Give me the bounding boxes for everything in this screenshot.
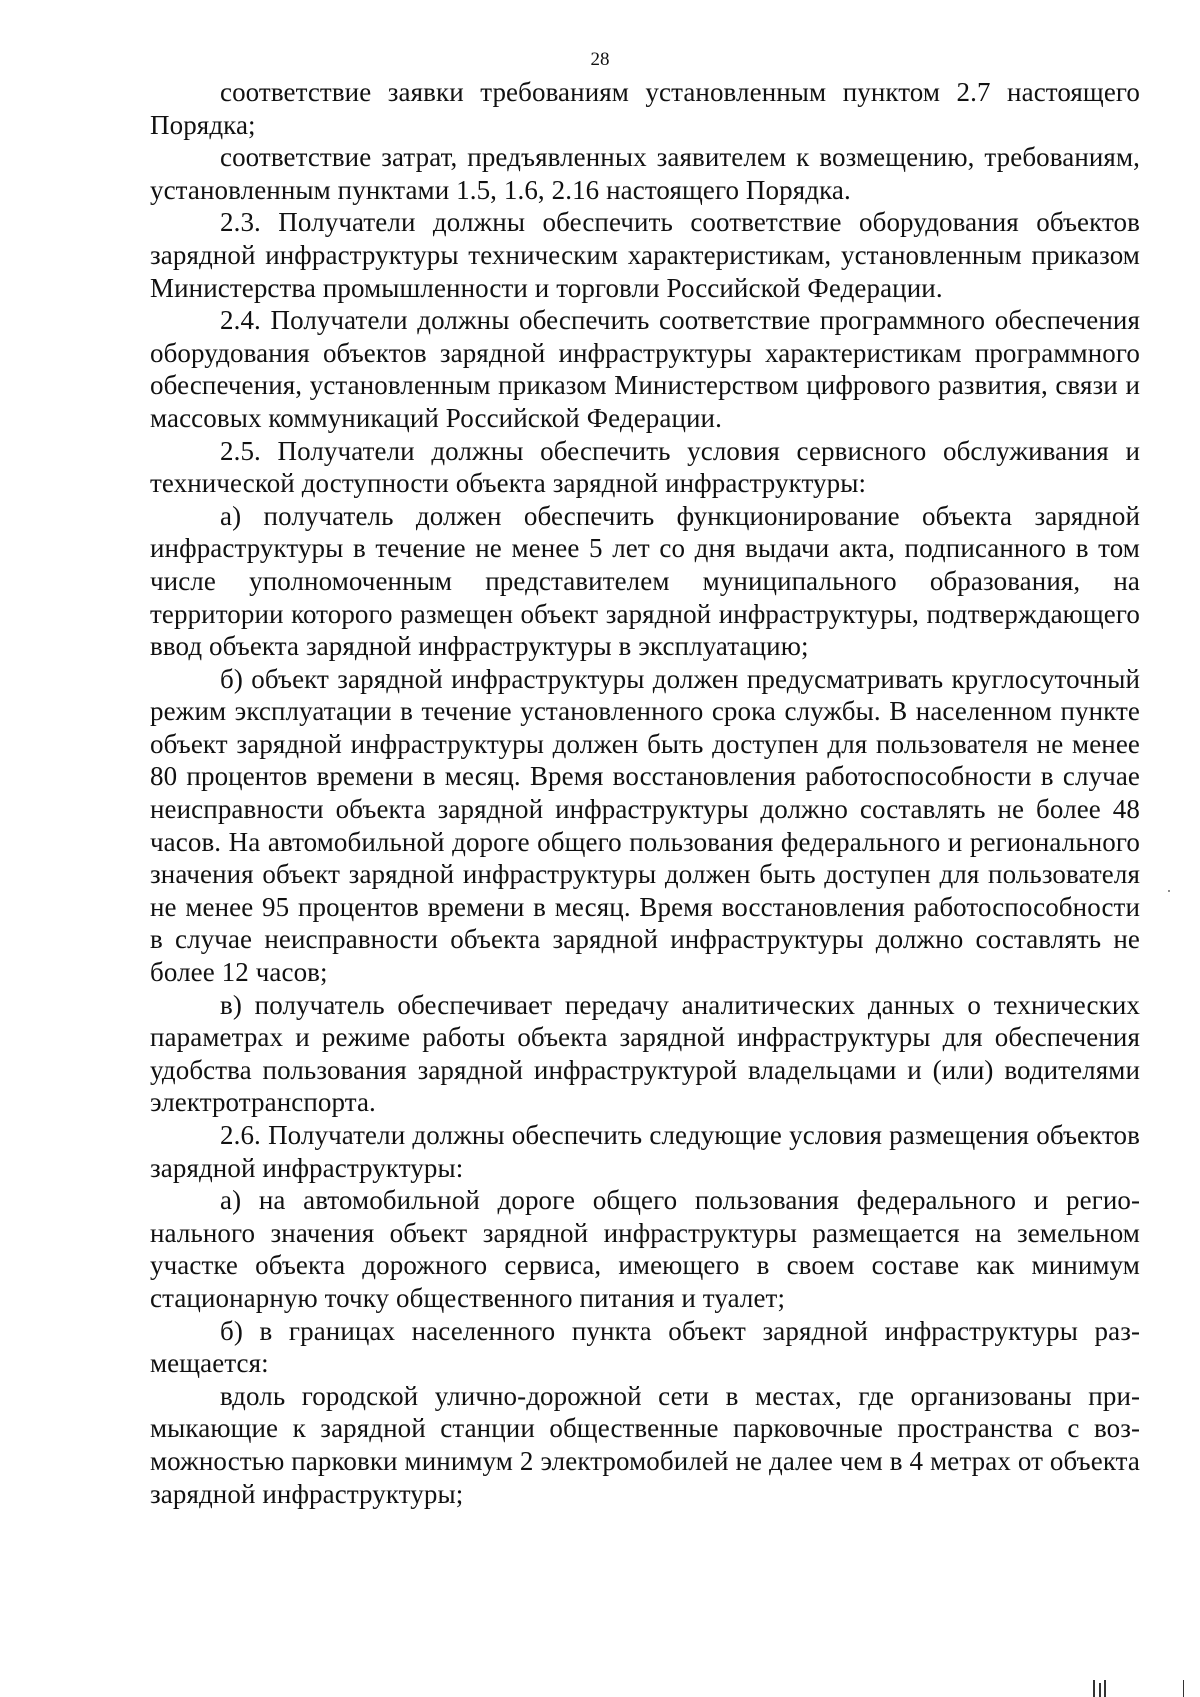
paragraph-2-4: 2.4. Получатели должны обеспечить соответствие программного обеспечения оборудования объектов зарядной инфраструктуры характеристикам программного обеспечения, установленным приказом Министерством цифрового развития, связи и массовых коммуникаций Российской Федерации. [150,305,1140,433]
scan-artifact-mark [1183,1680,1184,1697]
paragraph-street-network: вдоль городской улично-дорожной сети в местах, где организованы примыкающие к зарядной станции общественные парковочные пространства с возможностью парковки минимум 2 электромобилей не далее чем в 4 метрах от объекта зарядной инфраструктуры; [150,1380,1140,1509]
paragraph-2-6-a: а) на автомобильной дороге общего пользования федерального и регионального значения объект зарядной инфраструктуры размещается на земельном участке объекта дорожного сервиса, имеющего в своем составе как минимум стационарную точку общественного питания и туалет; [150,1185,1140,1313]
scan-artifact-dot [1168,890,1170,892]
scan-artifact-mark [1099,1683,1101,1697]
paragraph-2-5: 2.5. Получатели должны обеспечить условия сервисного обслуживания и технической доступности объекта зарядной инфраструктуры: [150,435,1140,499]
paragraph-2-6-b: б) в границах населенного пункта объект зарядной инфраструктуры размещается: [150,1315,1140,1379]
paragraph-costs-compliance: соответствие затрат, предъявленных заявителем к возмещению, требованиям, установленным пунктами 1.5, 1.6, 2.16 настоящего Порядка. [150,142,1140,205]
paragraph-2-5-b: б) объект зарядной инфраструктуры должен предусматривать круглосуточный режим эксплуатации в течение установленного срока службы. В населенном пункте объект зарядной инфраструктуры должен быть доступен для пользователя не менее 80 процентов времени в месяц. Время восстановления работоспособности в случае неисправности объекта зарядной инфраструктуры должно составлять не более 48 часов. На автомобильной дороге общего пользования федерального и регионального значения объект зарядной инфраструктуры должен быть доступен для пользователя не менее 95 процентов времени в месяц. Время восстановления работоспособности в случае неисправности объекта зарядной инфраструктуры должно составлять не более 12 часов; [150,663,1140,988]
document-body [150,76,1140,1510]
paragraph-2-5-v: в) получатель обеспечивает передачу аналитических данных о технических параметрах и режиме работы объекта зарядной инфраструктуры для обеспечения удобства пользования зарядной инфраструктурой владельцами и (или) водителями электротранспорта. [150,989,1140,1118]
scan-artifact-mark [1093,1680,1095,1697]
paragraph-2-6: 2.6. Получатели должны обеспечить следующие условия размещения объектов зарядной инфраструктуры: [150,1120,1140,1183]
paragraph-2-3: 2.3. Получатели должны обеспечить соответствие оборудования объектов зарядной инфраструктуры техническим характеристикам, установленным приказом Министерства промышленности и торговли Российской Федерации. [150,207,1140,303]
scan-artifact-mark [1104,1680,1106,1697]
paragraph-application-compliance: соответствие заявки требованиям установленным пунктом 2.7 настоящего Порядка; [150,77,1140,140]
page-number: 28 [590,49,610,70]
paragraph-2-5-a: а) получатель должен обеспечить функционирование объекта зарядной инфраструктуры в течение не менее 5 лет со дня выдачи акта, подписанного в том числе уполномоченным представителем муниципального образования, на территории которого размещен объект зарядной инфраструктуры, подтверждающего ввод объекта зарядной инфраструктуры в эксплуатацию; [150,500,1140,662]
